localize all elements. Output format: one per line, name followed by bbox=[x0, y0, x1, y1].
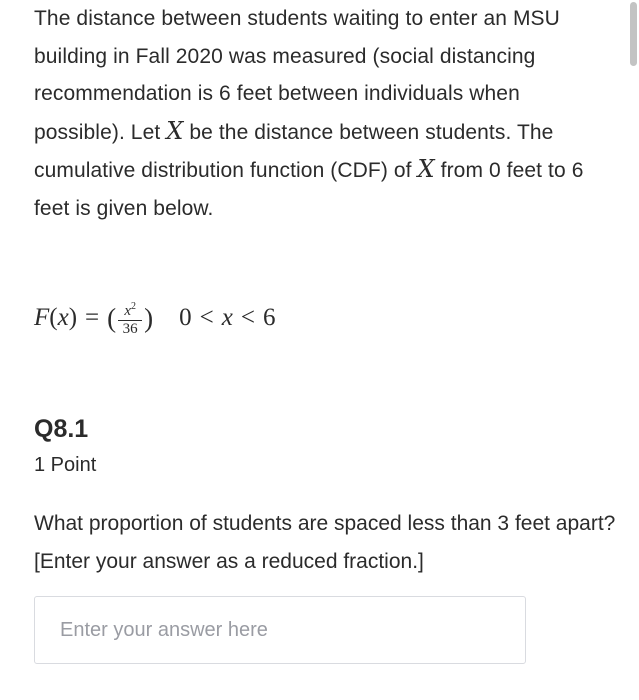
formula-paren-open: ( bbox=[49, 304, 58, 331]
formula-open-paren: ( bbox=[107, 302, 117, 333]
fraction-numerator bbox=[122, 299, 138, 319]
numerator-exponent: 2 bbox=[130, 301, 136, 312]
intro-text-1: The distance between students waiting to enter an MSU building in Fall 2020 was measured (social distancing recommendation is 6 feet between individuals when possible). Let bbox=[34, 7, 560, 144]
answer-input[interactable] bbox=[34, 596, 526, 664]
formula-upper-bound: 6 bbox=[262, 304, 276, 331]
formula-lower-bound: 0 bbox=[179, 304, 192, 331]
intro-text-3: from 0 feet to 6 feet is given below. bbox=[34, 159, 584, 220]
intro-text-2: be the distance between students. The cumulative distribution function (CDF) of bbox=[34, 120, 554, 182]
formula-equals: = bbox=[85, 304, 100, 331]
question-points: 1 Point bbox=[34, 454, 97, 476]
problem-description bbox=[34, 0, 614, 227]
question-page bbox=[34, 0, 616, 573]
formula-less-than-1: < bbox=[199, 304, 214, 331]
math-variable-x: X bbox=[166, 116, 184, 145]
formula-variable: x bbox=[57, 304, 69, 331]
numerator-variable: x bbox=[124, 303, 131, 319]
formula-bound-variable: x bbox=[221, 304, 233, 331]
formula-fraction bbox=[118, 299, 142, 337]
formula-function-name: F bbox=[34, 304, 50, 331]
formula-close-paren: ) bbox=[144, 302, 154, 333]
scrollbar-thumb[interactable] bbox=[630, 2, 637, 66]
math-variable-x: X bbox=[417, 155, 435, 183]
cdf-formula bbox=[34, 292, 275, 344]
formula-less-than-2: < bbox=[240, 304, 255, 331]
question-title: Q8.1 bbox=[34, 415, 89, 443]
scrollbar[interactable] bbox=[630, 0, 637, 700]
fraction-denominator: 36 bbox=[122, 321, 138, 337]
question-text: What proportion of students are spaced less than 3 feet apart? [Enter your answer as a reduced fraction.] bbox=[34, 512, 616, 573]
formula-paren-close: ) bbox=[68, 304, 78, 331]
